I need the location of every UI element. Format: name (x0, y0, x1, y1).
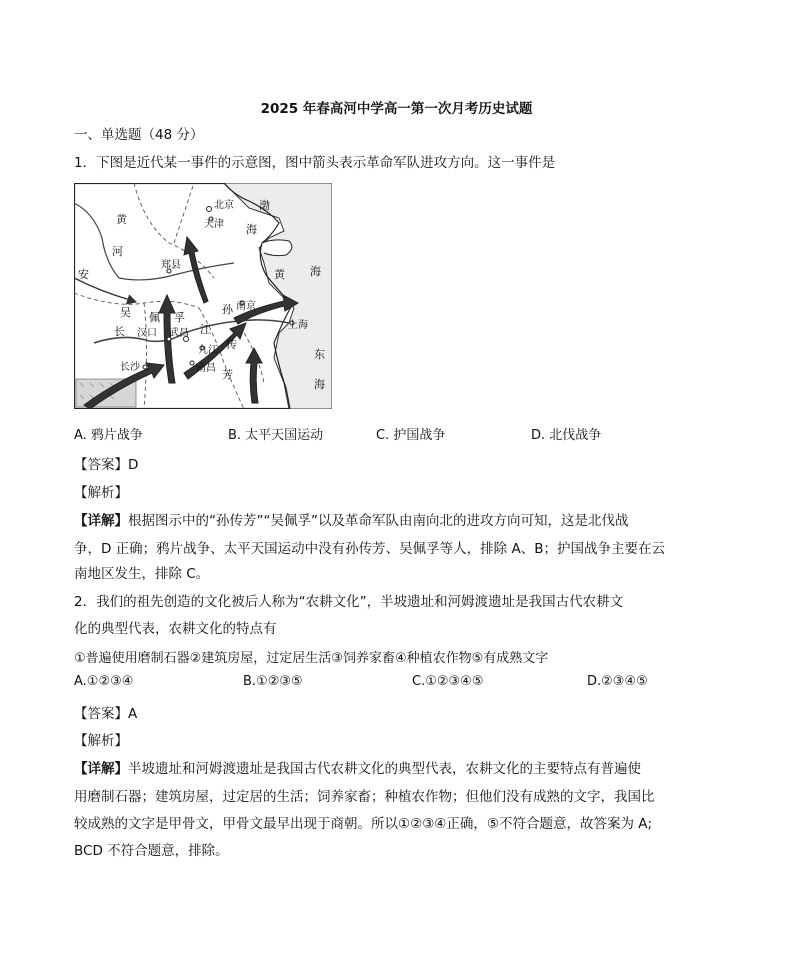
q2-analysis-label: 【解析】 (74, 733, 128, 749)
q2-option-a[interactable]: A.①②③④ (74, 674, 134, 689)
q2-detail-line-3: 较成熟的文字是甲骨文，甲骨文最早出现于商朝。所以①②③④正确，⑤不符合题意，故答案为 A; (74, 816, 653, 832)
map-label-hankou: 汉口 (137, 328, 157, 339)
map-label-chang: 长 (114, 325, 125, 338)
q2-items: ①普遍使用磨制石器②建筑房屋，过定居生活③饲养家畜④种植农作物⑤有成熟文字 (74, 651, 549, 666)
map-label-changsha: 长沙 (120, 362, 140, 373)
q2-option-b[interactable]: B.①②③⑤ (243, 674, 303, 689)
map-label-an: 安 (78, 268, 89, 281)
q2-detail-line-1: 【详解】半坡遗址和河姆渡遗址是我国古代农耕文化的典型代表，农耕文化的主要特点有普遍使 (74, 761, 641, 777)
map-label-dong: 东 (314, 348, 325, 361)
map-label-nanjing: 南京 (236, 301, 256, 312)
map-label-fang: 芳 (222, 368, 233, 381)
page-title: 2025 年春高河中学高一第一次月考历史试题 (260, 101, 533, 117)
q2-answer: 【答案】A (74, 706, 138, 722)
map-label-jiang: 江 (200, 323, 211, 336)
q1-detail-line-1: 【详解】根据图示中的“孙传芳”“吴佩孚”以及革命军队由南向北的进攻方向可知，这是北伐战 (74, 513, 629, 529)
map-label-wuchang: 武昌 (169, 328, 189, 339)
map-label-pei: 佩 (149, 311, 160, 324)
map-label-hai-2: 海 (310, 265, 321, 278)
q1-detail-line-2: 争，D 正确；鸦片战争、太平天国运动中没有孙传芳、吴佩孚等人，排除 A、B；护国战争主要在云 (74, 541, 665, 557)
map-label-zhengxian: 郑县 (161, 260, 181, 271)
map-label-huang-2: 黄 (274, 268, 285, 281)
q2-stem-line-1: 2．我们的祖先创造的文化被后人称为“农耕文化”，半坡遗址和河姆渡遗址是我国古代农耕文 (74, 594, 624, 610)
q1-stem: 1．下图是近代某一事件的示意图，图中箭头表示革命军队进攻方向。这一事件是 (74, 155, 556, 171)
map-label-hai-3: 海 (314, 378, 325, 391)
q1-option-d[interactable]: D. 北伐战争 (531, 428, 602, 443)
map-label-wu: 吴 (120, 306, 131, 319)
q2-detail-line-2: 用磨制石器；建筑房屋，过定居的生活；饲养家畜；种植农作物；但他们没有成熟的文字，我国比 (74, 789, 655, 805)
map-label-he: 河 (112, 245, 123, 258)
q1-option-a[interactable]: A. 鸦片战争 (74, 428, 143, 443)
map-label-nanchang: 南昌 (196, 363, 216, 374)
map-label-fu: 孚 (174, 311, 185, 324)
q2-detail-line-4: BCD 不符合题意，排除。 (74, 843, 229, 859)
map-label-shanghai: 上海 (288, 320, 308, 331)
map-label-jiujiang: 九江 (198, 345, 218, 356)
q2-detail-tag: 【详解】 (74, 761, 128, 777)
map-label-beijing: 北京 (214, 200, 234, 211)
q2-stem-line-2: 化的典型代表，农耕文化的特点有 (74, 621, 277, 637)
q1-option-c[interactable]: C. 护国战争 (376, 428, 446, 443)
map-label-bo: 渤 (259, 199, 270, 212)
q1-analysis-label: 【解析】 (74, 485, 128, 501)
map-label-tianjin: 天津 (204, 219, 224, 230)
map-label-chuan: 传 (226, 338, 237, 351)
q1-option-b[interactable]: B. 太平天国运动 (228, 428, 324, 443)
northern-expedition-map (74, 183, 332, 409)
q1-detail-line-3: 南地区发生，排除 C。 (74, 566, 210, 582)
q1-detail-tag: 【详解】 (74, 513, 128, 529)
map-label-huang-1: 黄 (116, 213, 127, 226)
q2-option-c[interactable]: C.①②③④⑤ (412, 674, 484, 689)
q1-answer: 【答案】D (74, 457, 139, 473)
q2-option-d[interactable]: D.②③④⑤ (587, 674, 648, 689)
map-label-sun: 孙 (222, 303, 233, 316)
map-label-hai-1: 海 (246, 223, 257, 236)
section-heading: 一、单选题（48 分） (74, 127, 204, 143)
